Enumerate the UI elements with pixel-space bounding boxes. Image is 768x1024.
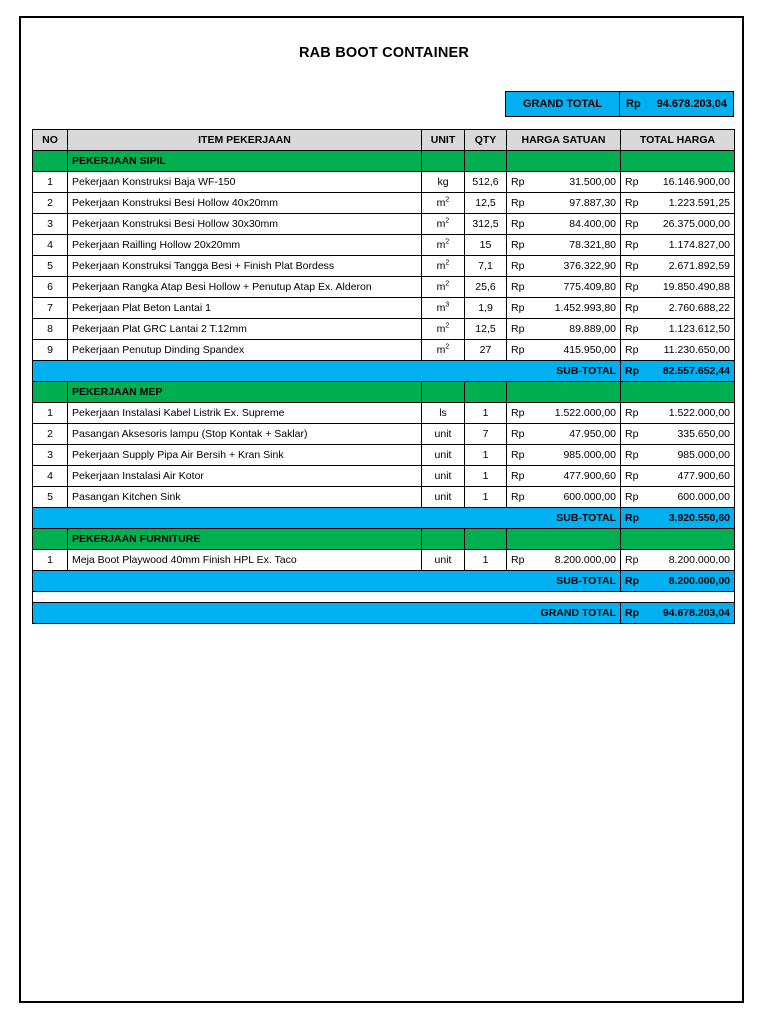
row-no: 2 [33, 424, 68, 445]
row-item: Pekerjaan Konstruksi Besi Hollow 40x20mm [68, 193, 422, 214]
section-empty-no [33, 151, 68, 172]
row-unit-text: m [436, 302, 446, 314]
section-title: PEKERJAAN FURNITURE [68, 529, 422, 550]
table-row [33, 235, 735, 256]
table-row [33, 277, 735, 298]
subtotal-row [33, 571, 735, 592]
row-unit-text: m [436, 281, 446, 293]
subtotal-row [33, 361, 735, 382]
section-title: PEKERJAAN SIPIL [68, 151, 422, 172]
row-item: Pekerjaan Instalasi Kabel Listrik Ex. Supreme [68, 403, 422, 424]
row-unit [422, 403, 465, 424]
row-harga-satuan: 31.500,00 [529, 172, 621, 193]
row-no: 3 [33, 214, 68, 235]
row-unit-text: unit [434, 428, 452, 440]
row-no: 7 [33, 298, 68, 319]
row-no: 5 [33, 256, 68, 277]
row-unit-text: m [436, 344, 446, 356]
table-row [33, 214, 735, 235]
row-unit [422, 277, 465, 298]
page-title: RAB BOOT CONTAINER [298, 45, 470, 61]
row-total-currency: Rp [621, 256, 643, 277]
row-harga-satuan: 1.452.993,80 [529, 298, 621, 319]
row-harga-satuan: 47.950,00 [529, 424, 621, 445]
row-no: 2 [33, 193, 68, 214]
row-total-currency: Rp [621, 214, 643, 235]
row-total-currency: Rp [621, 466, 643, 487]
section-empty-harga [507, 151, 621, 172]
row-unit-text: m [436, 197, 446, 209]
row-item: Pekerjaan Plat Beton Lantai 1 [68, 298, 422, 319]
row-total-currency: Rp [621, 172, 643, 193]
row-item: Pekerjaan Supply Pipa Air Bersih + Kran Sink [68, 445, 422, 466]
row-harga-satuan: 985.000,00 [529, 445, 621, 466]
table-row [33, 193, 735, 214]
row-no: 3 [33, 445, 68, 466]
row-total-currency: Rp [621, 193, 643, 214]
row-qty: 7 [465, 424, 507, 445]
row-unit-exponent: 2 [445, 322, 450, 330]
section-empty-harga [507, 529, 621, 550]
row-no: 1 [33, 403, 68, 424]
grand-total-label: GRAND TOTAL [506, 92, 620, 116]
row-item: Pasangan Aksesoris lampu (Stop Kontak + Saklar) [68, 424, 422, 445]
row-no: 5 [33, 487, 68, 508]
row-unit [422, 235, 465, 256]
row-total-harga: 8.200.000,00 [643, 550, 735, 571]
row-item: Pekerjaan Railling Hollow 20x20mm [68, 235, 422, 256]
header-item: ITEM PEKERJAAN [68, 130, 422, 151]
row-no: 4 [33, 466, 68, 487]
row-total-harga: 1.223.591,25 [643, 193, 735, 214]
row-harga-currency: Rp [507, 214, 529, 235]
row-unit [422, 298, 465, 319]
row-total-harga: 335.650,00 [643, 424, 735, 445]
row-total-currency: Rp [621, 340, 643, 361]
row-unit-text: ls [439, 407, 447, 419]
row-unit-text: unit [434, 554, 452, 566]
row-qty: 1 [465, 550, 507, 571]
row-unit [422, 340, 465, 361]
subtotal-label: SUB-TOTAL [33, 361, 621, 382]
row-qty: 15 [465, 235, 507, 256]
table-row [33, 403, 735, 424]
row-total-currency: Rp [621, 298, 643, 319]
row-qty: 27 [465, 340, 507, 361]
row-harga-currency: Rp [507, 193, 529, 214]
row-item: Meja Boot Playwood 40mm Finish HPL Ex. Taco [68, 550, 422, 571]
table-row [33, 256, 735, 277]
header-total-harga: TOTAL HARGA [621, 130, 735, 151]
row-qty: 7,1 [465, 256, 507, 277]
spacer-row [33, 592, 735, 603]
row-unit-text: unit [434, 449, 452, 461]
row-total-harga: 600.000,00 [643, 487, 735, 508]
row-total-harga: 19.850.490,88 [643, 277, 735, 298]
row-qty: 512,6 [465, 172, 507, 193]
row-harga-satuan: 376.322,90 [529, 256, 621, 277]
section-empty-harga [507, 382, 621, 403]
row-harga-satuan: 84.400,00 [529, 214, 621, 235]
row-total-harga: 985.000,00 [643, 445, 735, 466]
row-qty: 1 [465, 487, 507, 508]
table-row [33, 445, 735, 466]
row-qty: 1 [465, 445, 507, 466]
row-harga-satuan: 89.889,00 [529, 319, 621, 340]
row-harga-satuan: 97.887,30 [529, 193, 621, 214]
row-unit [422, 319, 465, 340]
section-empty-qty [465, 529, 507, 550]
header-unit: UNIT [422, 130, 465, 151]
row-unit [422, 487, 465, 508]
row-total-currency: Rp [621, 550, 643, 571]
row-harga-currency: Rp [507, 319, 529, 340]
row-item: Pekerjaan Konstruksi Tangga Besi + Finish Plat Bordess [68, 256, 422, 277]
row-unit-exponent: 2 [445, 238, 450, 246]
grand-total-value: 94.678.203,04 [656, 98, 727, 110]
row-unit-exponent: 2 [445, 259, 450, 267]
row-qty: 312,5 [465, 214, 507, 235]
section-empty-unit [422, 529, 465, 550]
row-unit-text: m [436, 239, 446, 251]
section-empty-total [621, 382, 735, 403]
row-harga-currency: Rp [507, 550, 529, 571]
row-no: 8 [33, 319, 68, 340]
row-unit [422, 193, 465, 214]
row-total-harga: 2.671.892,59 [643, 256, 735, 277]
section-title: PEKERJAAN MEP [68, 382, 422, 403]
section-header-row [33, 529, 735, 550]
row-harga-satuan: 1.522.000,00 [529, 403, 621, 424]
row-harga-currency: Rp [507, 403, 529, 424]
section-header-row [33, 151, 735, 172]
row-unit [422, 256, 465, 277]
row-qty: 1 [465, 403, 507, 424]
row-total-currency: Rp [621, 403, 643, 424]
row-harga-satuan: 600.000,00 [529, 487, 621, 508]
subtotal-value: 3.920.550,60 [643, 508, 735, 529]
row-total-currency: Rp [621, 235, 643, 256]
section-empty-no [33, 529, 68, 550]
row-item: Pekerjaan Konstruksi Besi Hollow 30x30mm [68, 214, 422, 235]
row-harga-currency: Rp [507, 487, 529, 508]
spacer-cell [33, 592, 735, 603]
row-unit-text: unit [434, 491, 452, 503]
subtotal-value: 8.200.000,00 [643, 571, 735, 592]
row-harga-currency: Rp [507, 466, 529, 487]
row-qty: 1,9 [465, 298, 507, 319]
row-harga-satuan: 8.200.000,00 [529, 550, 621, 571]
row-total-currency: Rp [621, 487, 643, 508]
row-total-harga: 477.900,60 [643, 466, 735, 487]
row-total-harga: 1.123.612,50 [643, 319, 735, 340]
table-row [33, 298, 735, 319]
row-qty: 1 [465, 466, 507, 487]
row-total-harga: 26.375.000,00 [643, 214, 735, 235]
row-unit [422, 172, 465, 193]
row-unit-text: kg [437, 176, 449, 188]
section-empty-unit [422, 382, 465, 403]
table-row [33, 340, 735, 361]
header-qty: QTY [465, 130, 507, 151]
table-row [33, 424, 735, 445]
row-harga-currency: Rp [507, 256, 529, 277]
row-unit-exponent: 2 [445, 217, 450, 225]
subtotal-value: 82.557.652,44 [643, 361, 735, 382]
row-harga-currency: Rp [507, 172, 529, 193]
row-total-harga: 1.174.827,00 [643, 235, 735, 256]
subtotal-currency: Rp [621, 361, 643, 382]
row-unit [422, 550, 465, 571]
row-harga-currency: Rp [507, 424, 529, 445]
row-total-currency: Rp [621, 319, 643, 340]
row-item: Pekerjaan Instalasi Air Kotor [68, 466, 422, 487]
row-item: Pekerjaan Rangka Atap Besi Hollow + Penutup Atap Ex. Alderon [68, 277, 422, 298]
row-item: Pekerjaan Penutup Dinding Spandex [68, 340, 422, 361]
row-qty: 25,6 [465, 277, 507, 298]
row-unit-exponent: 2 [445, 343, 450, 351]
subtotal-currency: Rp [621, 508, 643, 529]
row-no: 6 [33, 277, 68, 298]
row-harga-satuan: 78.321,80 [529, 235, 621, 256]
row-item: Pekerjaan Plat GRC Lantai 2 T.12mm [68, 319, 422, 340]
subtotal-row [33, 508, 735, 529]
row-unit-exponent: 3 [445, 301, 450, 309]
row-unit-text: m [436, 323, 446, 335]
row-total-currency: Rp [621, 424, 643, 445]
header-harga-satuan: HARGA SATUAN [507, 130, 621, 151]
row-no: 1 [33, 172, 68, 193]
row-unit [422, 424, 465, 445]
table-row [33, 172, 735, 193]
row-total-currency: Rp [621, 445, 643, 466]
row-total-harga: 2.760.688,22 [643, 298, 735, 319]
row-unit [422, 214, 465, 235]
row-qty: 12,5 [465, 193, 507, 214]
row-total-harga: 1.522.000,00 [643, 403, 735, 424]
grand-total-currency: Rp [626, 98, 641, 110]
grand-total-summary-box [505, 91, 734, 117]
table-row [33, 319, 735, 340]
grand-total-row-currency: Rp [621, 603, 643, 624]
row-unit-text: m [436, 260, 446, 272]
table-row [33, 550, 735, 571]
row-harga-currency: Rp [507, 445, 529, 466]
row-item: Pekerjaan Konstruksi Baja WF-150 [68, 172, 422, 193]
row-harga-satuan: 415.950,00 [529, 340, 621, 361]
row-unit-text: unit [434, 470, 452, 482]
rab-table [32, 129, 735, 624]
row-no: 1 [33, 550, 68, 571]
section-empty-qty [465, 382, 507, 403]
section-empty-total [621, 151, 735, 172]
row-unit [422, 445, 465, 466]
section-empty-total [621, 529, 735, 550]
row-item: Pasangan Kitchen Sink [68, 487, 422, 508]
row-no: 4 [33, 235, 68, 256]
section-empty-unit [422, 151, 465, 172]
row-harga-currency: Rp [507, 277, 529, 298]
grand-total-row-value: 94.678.203,04 [643, 603, 735, 624]
row-total-harga: 11.230.650,00 [643, 340, 735, 361]
grand-total-row-label: GRAND TOTAL [33, 603, 621, 624]
subtotal-label: SUB-TOTAL [33, 571, 621, 592]
table-row [33, 487, 735, 508]
table-header-row [33, 130, 735, 151]
row-qty: 12,5 [465, 319, 507, 340]
section-header-row [33, 382, 735, 403]
row-unit-exponent: 2 [445, 196, 450, 204]
grand-total-row [33, 603, 735, 624]
section-empty-no [33, 382, 68, 403]
subtotal-label: SUB-TOTAL [33, 508, 621, 529]
table-row [33, 466, 735, 487]
row-unit-text: m [436, 218, 446, 230]
row-harga-satuan: 477.900,60 [529, 466, 621, 487]
header-no: NO [33, 130, 68, 151]
row-total-harga: 16.146.900,00 [643, 172, 735, 193]
section-empty-qty [465, 151, 507, 172]
row-harga-satuan: 775.409,80 [529, 277, 621, 298]
row-total-currency: Rp [621, 277, 643, 298]
row-unit [422, 466, 465, 487]
table-body [33, 151, 735, 624]
row-harga-currency: Rp [507, 235, 529, 256]
row-harga-currency: Rp [507, 340, 529, 361]
row-no: 9 [33, 340, 68, 361]
row-harga-currency: Rp [507, 298, 529, 319]
row-unit-exponent: 2 [445, 280, 450, 288]
subtotal-currency: Rp [621, 571, 643, 592]
